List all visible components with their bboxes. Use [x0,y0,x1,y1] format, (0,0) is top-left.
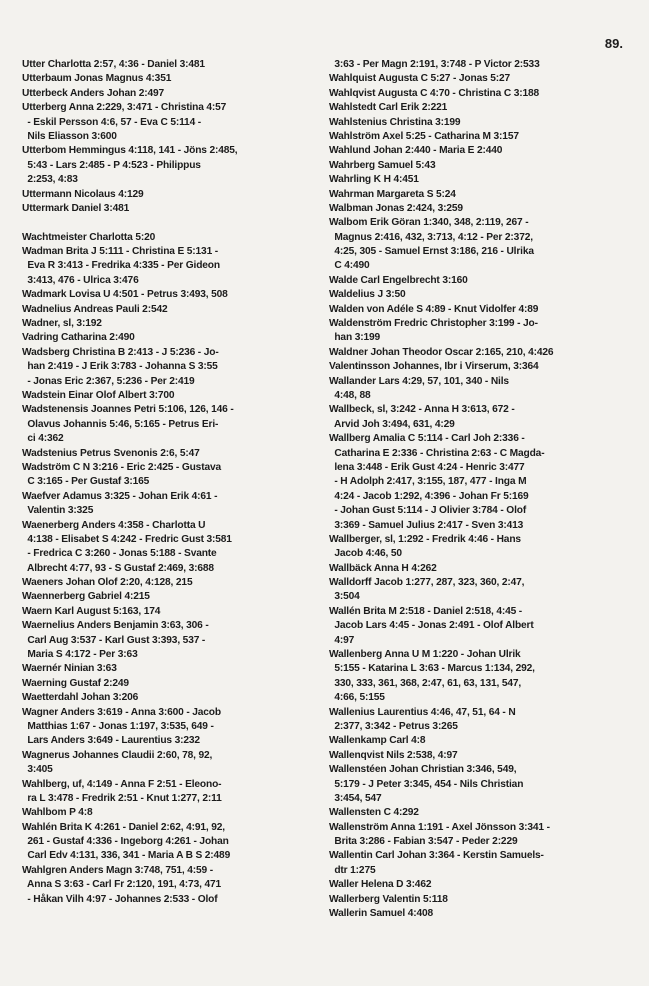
index-entry-line: Wadnelius Andreas Pauli 2:542 [22,303,168,315]
index-entry-line: Utterbeck Anders Johan 2:497 [22,87,165,99]
index-entry-line: 5:179 - J Peter 3:345, 454 - Nils Christian [329,778,524,790]
index-entry-line: Wallberger, sl, 1:292 - Fredrik 4:46 - Hans [329,533,521,545]
index-entry-line: 4:138 - Elisabet S 4:242 - Fredric Gust 3:581 [22,533,232,545]
index-entry-line: Wadmark Lovisa U 4:501 - Petrus 3:493, 508 [22,289,228,301]
index-entry-line: Wadstein Einar Olof Albert 3:700 [22,389,175,401]
index-entry-line: Waller Helena D 3:462 [329,879,432,891]
index-entry-line: ci 4:362 [22,433,64,445]
index-entry-line: 3:405 [22,764,53,776]
index-entry-line: Valentinsson Johannes, Ibr i Virserum, 3:364 [329,361,539,373]
index-entry-line: Wallberg Amalia C 5:114 - Carl Joh 2:336 - [329,433,525,445]
index-entry-line: C 4:490 [329,260,370,272]
index-entry-line: 330, 333, 361, 368, 2:47, 61, 63, 131, 547, [329,677,522,689]
index-entry-line: - Fredrica C 3:260 - Jonas 5:188 - Svante [22,548,217,560]
index-entry-line: 3:454, 547 [329,792,382,804]
index-entry-line: Lars Anders 3:649 - Laurentius 3:232 [22,735,200,747]
index-entry-line: Waernér Ninian 3:63 [22,663,117,675]
index-entry-line: Wahlström Axel 5:25 - Catharina M 3:157 [329,130,519,142]
index-entry-line: Waernelius Anders Benjamin 3:63, 306 - [22,620,209,632]
index-entry-line: Wahrman Margareta S 5:24 [329,188,456,200]
index-entry-line: Walden von Adéle S 4:89 - Knut Vidolfer 4:89 [329,303,539,315]
index-entry-line: Wallenkamp Carl 4:8 [329,735,426,747]
index-entry-line: Waldenström Fredric Christopher 3:199 - Jo- [329,318,538,330]
index-entry-line: Wahlquist Augusta C 5:27 - Jonas 5:27 [329,73,511,85]
index-entry-line: Arvid Joh 3:494, 631, 4:29 [329,418,455,430]
section-gap [22,216,310,230]
index-entry-line: Wadsberg Christina B 2:413 - J 5:236 - Jo- [22,346,219,358]
index-entry-line: Waenerberg Anders 4:358 - Charlotta U [22,519,206,531]
index-entry-line: Carl Edv 4:131, 336, 341 - Maria A B S 2:489 [22,850,231,862]
index-entry-line: han 3:199 [329,332,381,344]
index-entry-line: - Johan Gust 5:114 - J Olivier 3:784 - Olof [329,505,527,517]
index-entry-line: Wahlberg, uf, 4:149 - Anna F 2:51 - Eleono- [22,778,222,790]
index-entry-line: Anna S 3:63 - Carl Fr 2:120, 191, 4:73, 471 [22,879,221,891]
index-entry-line: Wallenius Laurentius 4:46, 47, 51, 64 - N [329,706,516,718]
index-entry-line: Wahlqvist Augusta C 4:70 - Christina C 3:188 [329,87,540,99]
index-entry-line: Wadstenius Petrus Svenonis 2:6, 5:47 [22,447,200,459]
index-entry-line: Walbman Jonas 2:424, 3:259 [329,202,463,214]
index-entry-line: Wagner Anders 3:619 - Anna 3:600 - Jacob [22,706,221,718]
right-column [329,58,625,921]
index-entry-line: ra L 3:478 - Fredrik 2:51 - Knut 1:277, 2:11 [22,792,222,804]
index-entry-line: Wallensten C 4:292 [329,807,419,819]
index-entry-line: Catharina E 2:336 - Christina 2:63 - C Magda- [329,447,545,459]
index-entry-line: Magnus 2:416, 432, 3:713, 4:12 - Per 2:372, [329,231,533,243]
index-entry-line: Uttermann Nicolaus 4:129 [22,188,144,200]
index-entry-line: Albrecht 4:77, 93 - S Gustaf 2:469, 3:688 [22,562,214,574]
index-entry-line: Wagnerus Johannes Claudii 2:60, 78, 92, [22,749,213,761]
index-entry-line: Wahrberg Samuel 5:43 [329,159,436,171]
index-entry-line: Wadstenensis Joannes Petri 5:106, 126, 146 - [22,404,234,416]
index-entry-line: Waldner Johan Theodor Oscar 2:165, 210, 4:426 [329,346,554,358]
index-entry-line: 3:504 [329,591,360,603]
index-entry-line: Jacob 4:46, 50 [329,548,402,560]
index-entry-line: Vadring Catharina 2:490 [22,332,135,344]
index-entry-line: 5:155 - Katarina L 3:63 - Marcus 1:134, 292, [329,663,535,675]
index-entry-line: 4:66, 5:155 [329,692,385,704]
index-entry-line: 4:97 [329,634,355,646]
index-entry-line: 2:253, 4:83 [22,174,78,186]
index-entry-line: Matthias 1:67 - Jonas 1:197, 3:535, 649 - [22,720,214,732]
index-entry-line: Waetterdahl Johan 3:206 [22,692,139,704]
index-entry-line: Wallenqvist Nils 2:538, 4:97 [329,749,458,761]
index-entry-line: Carl Aug 3:537 - Karl Gust 3:393, 537 - [22,634,206,646]
index-entry-line: Wahlén Brita K 4:261 - Daniel 2:62, 4:91, 92, [22,821,225,833]
index-entry-line: Waeners Johan Olof 2:20, 4:128, 215 [22,577,193,589]
index-entry-line: C 3:165 - Per Gustaf 3:165 [22,476,150,488]
index-entry-line: Waerning Gustaf 2:249 [22,677,129,689]
index-entry-line: Uttermark Daniel 3:481 [22,202,130,214]
index-entry-line: - Jonas Eric 2:367, 5:236 - Per 2:419 [22,375,195,387]
index-entry-line: Wadner, sl, 3:192 [22,318,102,330]
index-entry-line: Nils Eliasson 3:600 [22,130,117,142]
index-entry-line: Jacob Lars 4:45 - Jonas 2:491 - Olof Albert [329,620,534,632]
index-entry-line: Valentin 3:325 [22,505,94,517]
index-entry-line: Wahlstenius Christina 3:199 [329,116,461,128]
index-entry-line: Wallenström Anna 1:191 - Axel Jönsson 3:341 - [329,821,550,833]
index-entry-line: Wallbäck Anna H 4:262 [329,562,437,574]
index-entry-line: Wadström C N 3:216 - Eric 2:425 - Gustava [22,461,221,473]
index-entry-line: Wahlbom P 4:8 [22,807,93,819]
index-entry-line: Wallerin Samuel 4:408 [329,908,434,920]
index-entry-line: Waennerberg Gabriel 4:215 [22,591,150,603]
index-entry-line: Wallenberg Anna U M 1:220 - Johan Ulrik [329,649,521,661]
index-entry-line: Wallenstéen Johan Christian 3:346, 549, [329,764,517,776]
left-column [22,58,310,907]
index-entry-line: Eva R 3:413 - Fredrika 4:335 - Per Gideon [22,260,220,272]
index-entry-line: lena 3:448 - Erik Gust 4:24 - Henric 3:477 [329,461,525,473]
index-entry-line: Waldelius J 3:50 [329,289,406,301]
index-entry-line: Brita 3:286 - Fabian 3:547 - Peder 2:229 [329,836,518,848]
index-entry-line: han 2:419 - J Erik 3:783 - Johanna S 3:55 [22,361,218,373]
index-entry-line: Utterbaum Jonas Magnus 4:351 [22,73,172,85]
index-entry-line: Wallbeck, sl, 3:242 - Anna H 3:613, 672 - [329,404,515,416]
index-entry-line: Wallander Lars 4:29, 57, 101, 340 - Nils [329,375,509,387]
index-entry-line: 2:377, 3:342 - Petrus 3:265 [329,720,458,732]
index-entry-line: Olavus Johannis 5:46, 5:165 - Petrus Eri- [22,418,219,430]
index-entry-line: Utter Charlotta 2:57, 4:36 - Daniel 3:481 [22,59,205,70]
index-entry-line: dtr 1:275 [329,864,376,876]
index-entry-line: Waern Karl August 5:163, 174 [22,605,161,617]
index-entry-line: 5:43 - Lars 2:485 - P 4:523 - Philippus [22,159,201,171]
index-entry-line: Wallentin Carl Johan 3:364 - Kerstin Samuels- [329,850,544,862]
index-entry-line: Wahlstedt Carl Erik 2:221 [329,102,448,114]
index-entry-line: Walde Carl Engelbrecht 3:160 [329,274,468,286]
index-entry-line: 261 - Gustaf 4:336 - Ingeborg 4:261 - Johan [22,836,229,848]
index-entry-line: 3:63 - Per Magn 2:191, 3:748 - P Victor 2:533 [329,59,540,70]
index-entry-line: Utterberg Anna 2:229, 3:471 - Christina 4:57 [22,102,227,114]
index-entry-line: Wadman Brita J 5:111 - Christina E 5:131 - [22,246,219,258]
index-entry-line: 3:413, 476 - Ulrica 3:476 [22,274,139,286]
index-entry-line: 4:48, 88 [329,389,371,401]
index-entry-line: Wachtmeister Charlotta 5:20 [22,231,156,243]
index-entry-line: - Eskil Persson 4:6, 57 - Eva C 5:114 - [22,116,202,128]
index-entry-line: Utterbom Hemmingus 4:118, 141 - Jöns 2:485, [22,145,238,157]
index-entry-line: - H Adolph 2:417, 3:155, 187, 477 - Inga M [329,476,527,488]
index-entry-line: Wahlgren Anders Magn 3:748, 751, 4:59 - [22,864,213,876]
index-entry-line: Maria S 4:172 - Per 3:63 [22,649,138,661]
index-entry-line: 3:369 - Samuel Julius 2:417 - Sven 3:413 [329,519,524,531]
index-entry-line: 4:24 - Jacob 1:292, 4:396 - Johan Fr 5:169 [329,490,529,502]
index-entry-line: - Håkan Vilh 4:97 - Johannes 2:533 - Olof [22,893,218,905]
index-entry-line: Wallén Brita M 2:518 - Daniel 2:518, 4:45 - [329,605,523,617]
index-entry-line: Walldorff Jacob 1:277, 287, 323, 360, 2:47, [329,577,525,589]
index-entry-line: 4:25, 305 - Samuel Ernst 3:186, 216 - Ulrika [329,246,534,258]
index-entry-line: Wahlund Johan 2:440 - Maria E 2:440 [329,145,503,157]
index-entry-line: Walbom Erik Göran 1:340, 348, 2:119, 267 - [329,217,529,229]
index-entry-line: Waefver Adamus 3:325 - Johan Erik 4:61 - [22,490,218,502]
page-number: 89. [604,36,623,51]
index-entry-line: Wahrling K H 4:451 [329,174,419,186]
index-entry-line: Wallerberg Valentin 5:118 [329,893,448,905]
